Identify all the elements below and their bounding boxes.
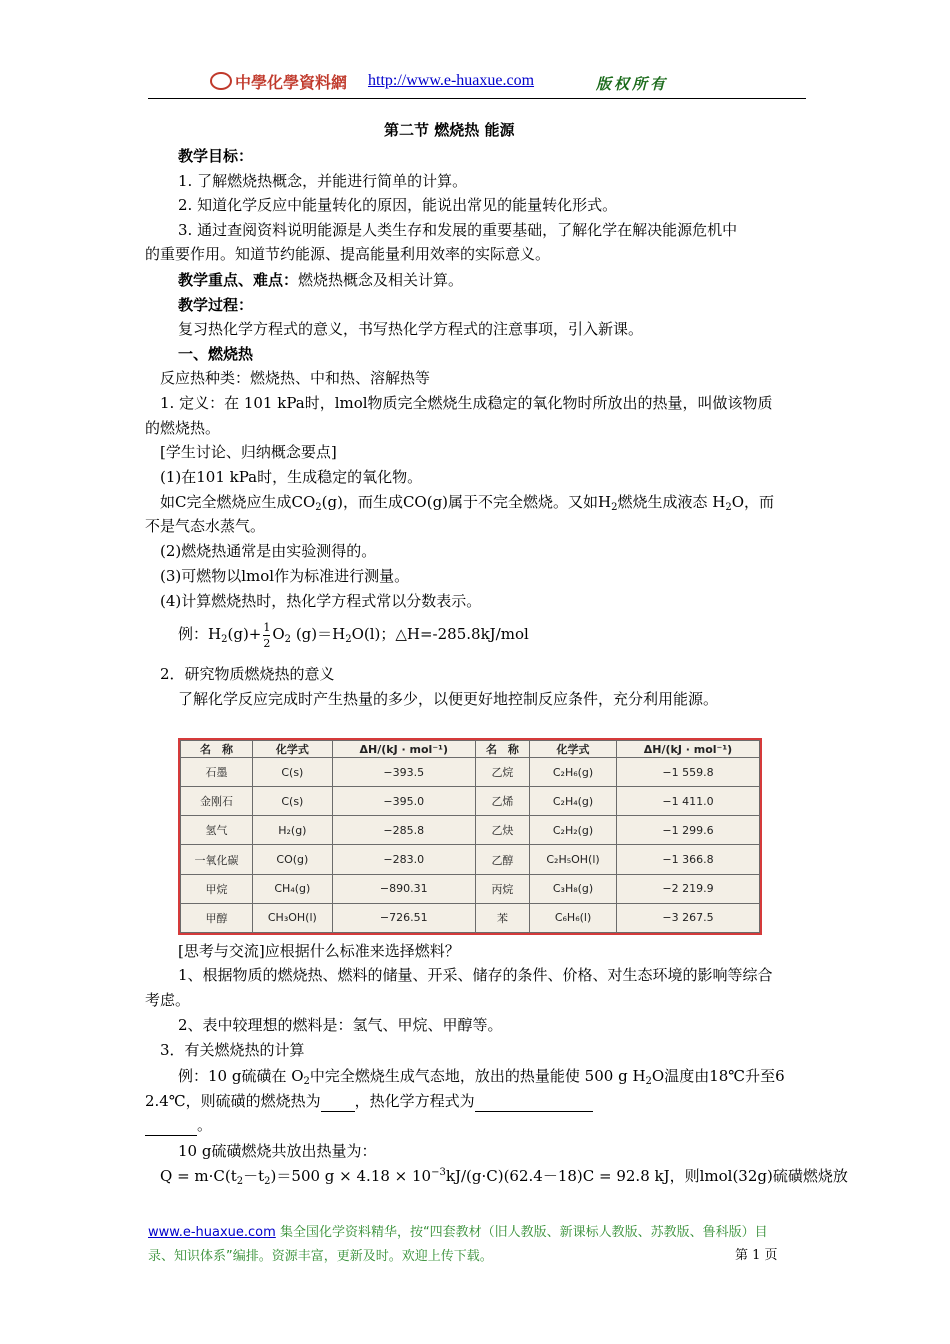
footer-link[interactable]: www.e-huaxue.com bbox=[148, 1225, 276, 1240]
section-3-heading: 3．有关燃烧热的计算 bbox=[160, 1041, 305, 1059]
answer-1-line1: 1、根据物质的燃烧热、燃料的储量、开采、储存的条件、价格、对生态环境的影响等综合 bbox=[178, 966, 773, 984]
table-row bbox=[181, 845, 760, 874]
table-cell: CO(g) bbox=[252, 845, 332, 874]
answer-blank-2[interactable] bbox=[475, 1091, 593, 1112]
table-cell: C₂H₂(g) bbox=[530, 816, 617, 845]
footer-line2: 录、知识体系”编排。资源丰富，更新及时。欢迎上传下载。 bbox=[148, 1249, 493, 1264]
point-2: (2)燃烧热通常是由实验测得的。 bbox=[160, 542, 377, 560]
footer-text-1: 集全国化学资料精华，按“四套教材（旧人教版、新课标人教版、苏教版、鲁科版）目 bbox=[275, 1225, 768, 1240]
table-row bbox=[181, 787, 760, 816]
point-3: (3)可燃物以lmol作为标准进行测量。 bbox=[160, 567, 410, 585]
section-2-text: 了解化学反应完成时产生热量的多少，以便更好地控制反应条件，充分利用能源。 bbox=[178, 690, 719, 708]
table-cell: −1 411.0 bbox=[616, 787, 759, 816]
site-logo bbox=[210, 70, 347, 93]
point-4: (4)计算燃烧热时，热化学方程式常以分数表示。 bbox=[160, 592, 482, 610]
table-cell: 甲烷 bbox=[181, 874, 253, 903]
calc-example-line3: 。 bbox=[145, 1115, 212, 1136]
page-header bbox=[148, 68, 806, 99]
table-header-cell: 化学式 bbox=[252, 741, 332, 758]
table-cell: C(s) bbox=[252, 787, 332, 816]
calc-example-line2: 2.4℃，则硫磺的燃烧热为 ，热化学方程式为 bbox=[145, 1091, 593, 1112]
table-cell: 乙烷 bbox=[475, 758, 529, 787]
table-header-cell: ΔH/(kJ · mol⁻¹) bbox=[616, 741, 759, 758]
table-cell: −393.5 bbox=[332, 758, 475, 787]
section-2-heading: 2．研究物质燃烧热的意义 bbox=[160, 665, 335, 683]
key-label: 教学重点、难点： bbox=[178, 271, 299, 289]
goal-1: 1. 了解燃烧热概念，并能进行简单的计算。 bbox=[178, 172, 468, 190]
table-cell: H₂(g) bbox=[252, 816, 332, 845]
page-title: 第二节 燃烧热 能源 bbox=[384, 121, 515, 139]
header-link[interactable]: http://www.e-huaxue.com bbox=[368, 72, 535, 89]
point-1-example-cont: 不是气态水蒸气。 bbox=[145, 517, 266, 535]
table-cell: C₂H₆(g) bbox=[530, 758, 617, 787]
key-points bbox=[178, 270, 463, 290]
table-cell: 石墨 bbox=[181, 758, 253, 787]
copyright-label: 版权所有 bbox=[596, 75, 669, 93]
key-text: 燃烧热概念及相关计算。 bbox=[298, 271, 464, 289]
table-cell: C₂H₄(g) bbox=[530, 787, 617, 816]
table-cell: 一氧化碳 bbox=[181, 845, 253, 874]
table-cell: −2 219.9 bbox=[616, 874, 759, 903]
table-row bbox=[181, 874, 760, 903]
fraction-half: $\frac{1}{2}$ bbox=[263, 620, 271, 650]
section-1-heading: 一、燃烧热 bbox=[178, 345, 254, 363]
table-cell: C₂H₅OH(l) bbox=[530, 845, 617, 874]
point-1: (1)在101 kPa时，生成稳定的氧化物。 bbox=[160, 468, 423, 486]
table-row bbox=[181, 903, 760, 932]
table-cell: 乙烯 bbox=[475, 787, 529, 816]
table-header-cell: ΔH/(kJ · mol⁻¹) bbox=[332, 741, 475, 758]
page-number: 第 1 页 bbox=[735, 1248, 778, 1263]
point-1-example: 如C完全燃烧应生成$CO_2(g)$，而生成CO(g)属于不完全燃烧。又如$H_2$燃烧生成液态 $H_2O$，而 bbox=[160, 493, 775, 513]
answer-blank-1[interactable] bbox=[321, 1091, 355, 1112]
definition-line2: 的燃烧热。 bbox=[145, 419, 221, 437]
heat-formula: $Q = m\cdot C(t_2-t_2)=500$ $g \times 4.18 \times 10^{-3}kJ/(g\cdot C)(62.4-18)C = 92.8$ kJ，则lmol(32g)硫磺燃烧放 bbox=[160, 1167, 848, 1187]
answer-2: 2、表中较理想的燃料是：氢气、甲烷、甲醇等。 bbox=[178, 1016, 503, 1034]
table-cell: 乙炔 bbox=[475, 816, 529, 845]
process-label: 教学过程： bbox=[178, 296, 254, 314]
answer-blank-2-cont[interactable] bbox=[145, 1115, 197, 1136]
table-cell: 金刚石 bbox=[181, 787, 253, 816]
table-header-cell: 名 称 bbox=[181, 741, 253, 758]
goals-label: 教学目标： bbox=[178, 147, 254, 165]
goal-2: 2. 知道化学反应中能量转化的原因，能说出常见的能量转化形式。 bbox=[178, 196, 618, 214]
definition-line1: 1. 定义：在 101 kPa时，lmol物质完全燃烧生成稳定的氧化物时所放出的热量，叫做该物质 bbox=[160, 394, 773, 412]
combustion-heat-table bbox=[178, 738, 762, 935]
heat-released-lead: 10 g硫磺燃烧共放出热量为： bbox=[178, 1142, 377, 1160]
table-cell: CH₄(g) bbox=[252, 874, 332, 903]
discussion-label: [学生讨论、归纳概念要点] bbox=[160, 443, 337, 461]
review-text: 复习热化学方程式的意义，书写热化学方程式的注意事项，引入新课。 bbox=[178, 320, 644, 338]
table-cell: 甲醇 bbox=[181, 903, 253, 932]
table-cell: 苯 bbox=[475, 903, 529, 932]
calc-example-line1: 例：10 g硫磺在 $O_2$中完全燃烧生成气态地，放出的热量能使 500 g $H_2O$温度由18℃升至6 bbox=[178, 1067, 785, 1087]
table-cell: 乙醇 bbox=[475, 845, 529, 874]
footer-line1 bbox=[148, 1224, 768, 1242]
table-cell: CH₃OH(l) bbox=[252, 903, 332, 932]
table-cell: C₆H₆(l) bbox=[530, 903, 617, 932]
table-cell: −1 299.6 bbox=[616, 816, 759, 845]
table-cell: C₃H₈(g) bbox=[530, 874, 617, 903]
example-equation: 例：$H_2(g)+$ $\frac{1}{2}$ $O_2$ $(g)=H_2O(l)$；△H=-285.8kJ/mol bbox=[178, 620, 529, 650]
heat-kinds: 反应热种类：燃烧热、中和热、溶解热等 bbox=[160, 369, 431, 387]
table-cell: 氢气 bbox=[181, 816, 253, 845]
table-cell: −1 559.8 bbox=[616, 758, 759, 787]
table-row bbox=[181, 758, 760, 787]
table-header-cell: 名 称 bbox=[475, 741, 529, 758]
table-cell: C(s) bbox=[252, 758, 332, 787]
table-cell: −726.51 bbox=[332, 903, 475, 932]
table-cell: −395.0 bbox=[332, 787, 475, 816]
think-prompt: [思考与交流]应根据什么标准来选择燃料？ bbox=[178, 942, 460, 960]
table-cell: −285.8 bbox=[332, 816, 475, 845]
goal-3-line1: 3. 通过查阅资料说明能源是人类生存和发展的重要基础，了解化学在解决能源危机中 bbox=[178, 221, 738, 239]
table-cell: −3 267.5 bbox=[616, 903, 759, 932]
logo-icon bbox=[210, 72, 232, 90]
table-cell: −890.31 bbox=[332, 874, 475, 903]
goal-3-line2: 的重要作用。知道节约能源、提高能量利用效率的实际意义。 bbox=[145, 245, 551, 263]
table-cell: −283.0 bbox=[332, 845, 475, 874]
table-cell: 丙烷 bbox=[475, 874, 529, 903]
table-header-cell: 化学式 bbox=[530, 741, 617, 758]
table-cell: −1 366.8 bbox=[616, 845, 759, 874]
table-row bbox=[181, 816, 760, 845]
answer-1-line2: 考虑。 bbox=[145, 991, 191, 1009]
logo-text: 中學化學資料網 bbox=[235, 73, 348, 92]
